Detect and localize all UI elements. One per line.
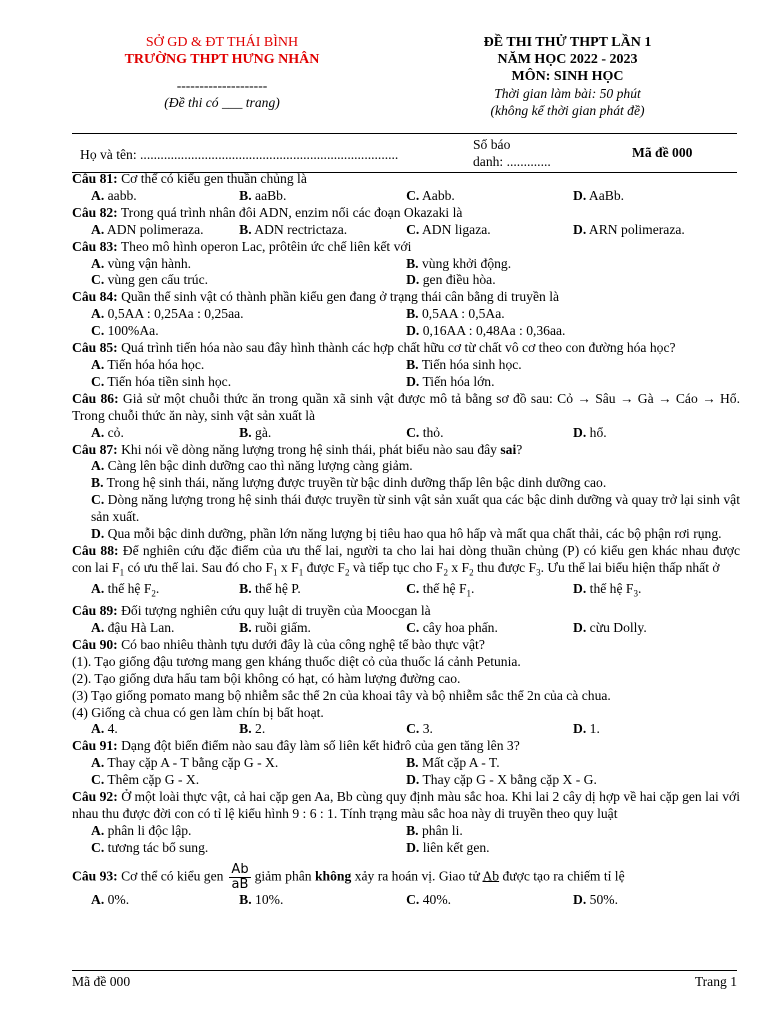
time-limit: Thời gian làm bài: 50 phút (494, 86, 641, 101)
statement-4: (4) Giống cà chua có gen làm chín bị bất hoạt. (72, 704, 324, 720)
exam-code: Mã đề 000 (632, 145, 693, 160)
question-89: Câu 89: Đối tượng nghiên cứu quy luật di truyền của Moocgan là (72, 603, 431, 619)
options-91-ab (72, 755, 740, 772)
option-a: A. cỏ. (91, 424, 124, 440)
option-b: B. Tiến hóa sinh học. (406, 356, 522, 372)
statement-3: (3) Tạo giống pomato mang bộ nhiễm sắc thể 2n của khoai tây và bộ nhiễm sắc thể 2n của cà chua. (72, 687, 611, 703)
options-93 (72, 892, 740, 909)
option-a: A. ADN polimeraza. (91, 221, 204, 237)
time-note: (không kể thời gian phát đề) (490, 103, 645, 118)
school-year: NĂM HỌC 2022 - 2023 (497, 52, 638, 67)
student-info-row (72, 133, 737, 173)
option-d: D. ARN polimeraza. (573, 221, 685, 237)
option-d: D. AaBb. (573, 187, 625, 203)
option-d: D. Tiến hóa lớn. (406, 373, 495, 389)
option-c: C. thế hệ $F_1$. (406, 581, 475, 600)
option-a: A. thế hệ $F_2$. (91, 581, 160, 600)
option-b: B. ruồi giấm. (239, 620, 311, 635)
option-a: A. 0%. (91, 891, 130, 907)
option-b: B. ADN rectrictaza. (239, 221, 348, 237)
option-d: D. cừu Dolly. (573, 620, 647, 635)
option-b: B. 2. (239, 721, 266, 737)
option-a: A. Thay cặp A - T bằng cặp G - X. (91, 755, 279, 771)
header-right (440, 34, 695, 119)
question-91: Câu 91: Dạng đột biến điểm nào sau đây làm số liên kết hiđrô của gen tăng lên 3? (72, 738, 520, 754)
options-91-cd (72, 772, 740, 789)
question-92: Câu 92: Ở một loài thực vật, cả hai cặp gen Aa, Bb cùng quy định màu sắc hoa. Khi lai 2 cây dị hợp về hai cặp gen lai với nhau thu được đời con có tỉ lệ kiểu hình 9 : 6 : 1. Tính trạng màu sắc hoa này di truyền theo quy luật (72, 789, 740, 821)
option-b: B. Trong hệ sinh thái, năng lượng được truyền từ bậc dinh dưỡng thấp lên bậc dinh dưỡng cao. (91, 475, 607, 491)
option-c: C. Aabb. (406, 187, 455, 203)
option-d: D. gen điều hòa. (406, 272, 496, 288)
candidate-number-label: Số báo (473, 137, 511, 152)
statement-2: (2). Tạo giống dưa hấu tam bội không có hạt, có hàm lượng đường cao. (72, 670, 461, 686)
option-d: D. hổ. (573, 424, 607, 440)
option-c: C. ADN ligaza. (406, 221, 491, 237)
option-d: D. 1. (573, 721, 600, 737)
student-name-field: Họ và tên: ............................................................................ (80, 147, 399, 162)
candidate-number-line: danh: ............. (473, 154, 551, 169)
question-88: Câu 88: Để nghiên cứu đặc điểm của ưu thế lai, người ta cho lai hai dòng thuần chủng (P) có kiểu gen khác nhau được con lai $F_1$ có ưu thế lai. Sau đó cho $F_1$ x $F_1$ được $F_2$ và tiếp tục cho $F_2$ x $F_2$ thu được $F_3$. Ưu thế lai biểu hiện thấp nhất ở (72, 542, 740, 578)
question-87: Câu 87: Khi nói về dòng năng lượng trong hệ sinh thái, phát biểu nào sau đây sai? (72, 441, 523, 457)
school-name: TRƯỜNG THPT HƯNG NHÂN (124, 52, 320, 67)
option-d: D. 0,16AA : 0,48Aa : 0,36aa. (406, 323, 566, 339)
options-92-ab (72, 823, 740, 840)
exam-title: ĐỀ THI THỬ THPT LẦN 1 (483, 35, 652, 50)
question-83: Câu 83: Theo mô hình operon Lac, prôtêin ức chế liên kết với (72, 238, 412, 254)
footer-exam-code: Mã đề 000 (72, 974, 131, 989)
option-a: A. phân li độc lập. (91, 822, 192, 838)
option-b: B. gà. (239, 424, 272, 440)
page-number: Trang 1 (694, 974, 737, 989)
option-c: C. 40%. (406, 891, 452, 907)
options-84-cd (72, 323, 740, 340)
question-84: Câu 84: Quần thể sinh vật có thành phần kiểu gen đang ở trạng thái cân bằng di truyền là (72, 289, 560, 305)
option-b: B. thế hệ P. (239, 581, 301, 597)
option-a: A. 0,5AA : 0,25Aa : 0,25aa. (91, 306, 244, 322)
options-92-cd (72, 840, 740, 857)
options-88 (72, 581, 740, 603)
option-c: C. Thêm cặp G - X. (91, 772, 200, 788)
option-b: B. Mất cặp A - T. (406, 755, 500, 771)
question-86: Câu 86: Giả sử một chuỗi thức ăn trong quần xã sinh vật được mô tả bằng sơ đồ sau: Cỏ → Sâu → Gà → Cáo → Hổ. Trong chuỗi thức ăn này, sinh vật sản xuất là (72, 390, 740, 423)
options-83-cd (72, 272, 740, 289)
option-d: D. 50%. (573, 891, 618, 907)
option-b: B. phân li. (406, 822, 463, 838)
option-a: A. vùng vận hành. (91, 255, 192, 271)
questions (72, 171, 740, 909)
question-85: Câu 85: Quá trình tiến hóa nào sau đây hình thành các hợp chất hữu cơ từ chất vô cơ theo con đường hóa học? (72, 340, 676, 356)
option-b: B. 10%. (239, 891, 284, 907)
statement-1: (1). Tạo giống đậu tương mang gen kháng thuốc diệt cỏ của thuốc lá cảnh Petunia. (72, 653, 521, 669)
option-a: A. 4. (91, 721, 118, 737)
question-number: Câu 81: (72, 171, 118, 186)
option-d: D. thế hệ $F_3$. (573, 581, 642, 600)
subject: MÔN: SINH HỌC (511, 69, 624, 84)
options-81 (72, 188, 740, 205)
candidate-number-field (473, 136, 551, 170)
option-c: C. 3. (406, 721, 433, 737)
page-footer (72, 970, 737, 1001)
options-82 (72, 222, 740, 239)
option-c: C. vùng gen cấu trúc. (91, 272, 209, 288)
options-83-ab (72, 256, 740, 273)
option-c: C. Tiến hóa tiền sinh học. (91, 373, 232, 389)
options-85-cd (72, 374, 740, 391)
options-89 (72, 620, 740, 637)
question-text: Cơ thể có kiểu gen thuần chủng là (117, 171, 307, 186)
question-82: Câu 82: Trong quá trình nhân đôi ADN, enzim nối các đoạn Okazaki là (72, 204, 463, 220)
divider-dashes: -------------------- (176, 78, 268, 93)
options-84-ab (72, 306, 740, 323)
option-b: B. vùng khởi động. (406, 255, 512, 271)
option-d: D. liên kết gen. (406, 839, 490, 855)
option-a: A. đậu Hà Lan. (91, 620, 175, 635)
option-a: A. aabb. (91, 187, 137, 203)
genotype-fraction: $\frac{Ab}{aB}$ (231, 861, 249, 892)
option-c: C. tương tác bổ sung. (91, 839, 209, 855)
option-d: D. Qua mỗi bậc dinh dưỡng, phần lớn năng lượng bị tiêu hao qua hô hấp và mất qua chất thải, các bộ phận rơi rụng. (91, 526, 722, 542)
option-a: A. Càng lên bậc dinh dưỡng cao thì năng lượng càng giảm. (91, 458, 413, 474)
question-81 (72, 171, 740, 188)
question-90: Câu 90: Có bao nhiêu thành tựu dưới đây là của công nghệ tế bào thực vật? (72, 636, 485, 652)
options-86 (72, 425, 740, 442)
option-c: C. Dòng năng lượng trong hệ sinh thái được truyền từ sinh vật sản xuất qua các bậc dinh dưỡng và quay trở lại sinh vật sản xuất. (91, 492, 740, 525)
option-a: A. Tiến hóa hóa học. (91, 356, 205, 372)
option-c: C. 100%Aa. (91, 323, 159, 339)
pages-note: (Đề thi có ___ trang) (164, 95, 280, 110)
option-d: D. Thay cặp G - X bằng cặp X - G. (406, 772, 597, 788)
option-b: B. aaBb. (239, 187, 287, 203)
header-left (72, 34, 372, 111)
question-93: Câu 93: Cơ thể có kiểu gen $\frac{Ab}{aB}$ giảm phân không xảy ra hoán vị. Giao tử Ab được tạo ra chiếm tỉ lệ (72, 861, 625, 892)
options-90 (72, 721, 740, 738)
options-85-ab (72, 357, 740, 374)
option-b: B. 0,5AA : 0,5Aa. (406, 306, 505, 322)
department-name: SỞ GD & ĐT THÁI BÌNH (145, 35, 299, 50)
option-c: C. cây hoa phấn. (406, 620, 498, 635)
option-c: C. thỏ. (406, 424, 444, 440)
